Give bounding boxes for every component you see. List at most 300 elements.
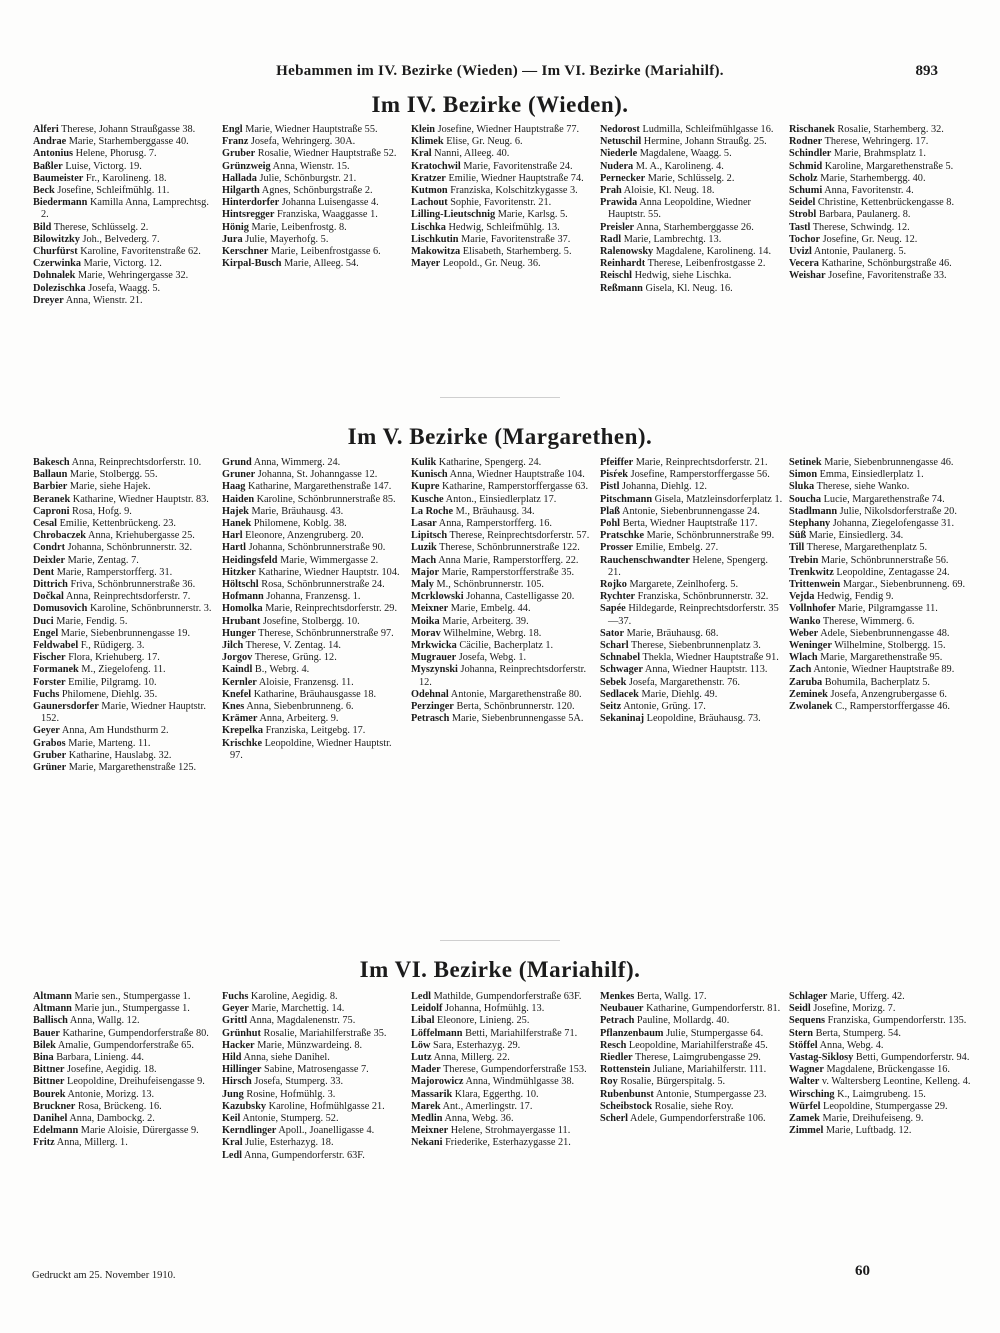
midwife-entry [222, 555, 405, 567]
entry-details: Marie, Reinprechtsdorferstr. 21. [635, 457, 768, 468]
midwife-entry [789, 689, 972, 701]
entry-details: Antonie, Siebenbrunnengasse 24. [622, 505, 760, 517]
entry-surname: Fischer [33, 652, 66, 664]
entry-surname: Ledl [222, 1149, 243, 1161]
midwife-entry [222, 258, 405, 270]
entry-details: Antonie, Margarethenstraße 80. [450, 688, 582, 700]
entry-details: Rosalie, siehe Roy. [654, 1100, 734, 1112]
midwife-entry [222, 1003, 405, 1015]
entry-details: Josefa, Webg. 1. [458, 652, 527, 664]
midwife-entry [222, 1052, 405, 1064]
entry-details: Johanna, Franzensg. 1. [266, 591, 361, 603]
print-date: Gedruckt am 25. November 1910. [32, 1270, 176, 1281]
entry-details: Sara, Esterhazyg. 29. [433, 1039, 521, 1051]
entry-surname: Nekani [411, 1137, 443, 1149]
entry-surname: Homolka [222, 603, 263, 615]
midwife-entry [411, 173, 594, 185]
entry-surname: Luzik [411, 542, 437, 554]
entry-surname: Massarik [411, 1088, 453, 1100]
entry-surname: Gruner [222, 469, 256, 481]
midwife-entry [600, 701, 783, 713]
entry-details: Wilhelmine, Webrg. 18. [443, 627, 542, 639]
entry-surname: Beranek [33, 493, 71, 505]
entry-surname: Zach [789, 664, 812, 676]
entry-surname: Radl [600, 233, 622, 245]
entry-surname: Kutmon [411, 185, 448, 197]
entry-details: Rosalie, Mariahilferstraße 35. [263, 1027, 387, 1039]
entry-details: Adele, Gumpendorferstraße 106. [630, 1113, 766, 1125]
entry-details: Emilie, Kettenbrückeng. 23. [59, 518, 176, 530]
entry-surname: Wlach [789, 652, 818, 664]
midwife-entry [600, 1040, 783, 1052]
entry-surname: Kral [222, 1137, 243, 1149]
entry-surname: Trenkwitz [789, 566, 834, 578]
entry-details: Marie, Wimmergasse 2. [280, 554, 379, 566]
midwife-entry [411, 185, 594, 197]
entry-surname: Kerschner [222, 246, 269, 258]
entry-surname: Bilek [33, 1039, 56, 1051]
entry-surname: Stephany [789, 518, 831, 530]
midwife-entry [600, 148, 783, 160]
entry-details: Antonie, Stumpergasse 23. [655, 1088, 767, 1100]
entry-surname: Pfeiffer [600, 457, 634, 468]
midwife-entry [222, 677, 405, 689]
entry-surname: Würfel [789, 1100, 821, 1112]
entry-surname: Bilowitzky [33, 233, 80, 245]
entry-details: Marie, Margarethenstraße 125. [68, 762, 197, 774]
entry-details: Anna Marie, Ramperstorfferg. 22. [438, 554, 579, 566]
midwife-entry [600, 494, 783, 506]
entry-surname: Kupre [411, 481, 440, 493]
midwife-entry [600, 1052, 783, 1064]
entry-details: Karoline, Margarethenstraße 5. [824, 160, 954, 172]
entry-details: Josefa, Wehringerg. 30A. [250, 136, 356, 148]
entry-details: Therese, Wimmerg. 6. [822, 615, 915, 627]
midwife-entry [411, 579, 594, 591]
entry-surname: Hilgarth [222, 185, 260, 197]
directory-column [786, 457, 975, 774]
midwife-entry [222, 469, 405, 481]
midwife-entry [411, 1052, 594, 1064]
entry-details: Rosa, Schönbrunnerstraße 24. [261, 579, 385, 591]
entry-details: Lucie, Margarethenstraße 74. [823, 493, 945, 505]
directory-column [30, 457, 219, 774]
midwife-entry [600, 713, 783, 725]
entry-details: Karoline, Aegidig. 8. [250, 991, 338, 1002]
entry-details: Marie, Victorg. 12. [83, 258, 162, 270]
running-head: Hebammen im IV. Bezirke (Wieden) — Im VI. Bezirke (Mariahilf). [276, 63, 724, 79]
entry-details: Betti, Gumpendorferstr. 94. [855, 1052, 970, 1064]
entry-details: Josefa, Margarethenstr. 76. [628, 676, 740, 688]
midwife-entry [789, 124, 972, 136]
entry-details: Marie, Münzwardeing. 8. [257, 1039, 363, 1051]
entry-details: Rosalie, Wiedner Hauptstraße 52. [257, 148, 397, 160]
entry-surname: Bittner [33, 1076, 65, 1088]
midwife-entry [222, 197, 405, 209]
directory-column [219, 457, 408, 774]
section-title-margarethen: Im V. Bezirke (Margarethen). [347, 424, 653, 449]
entry-surname: Marek [411, 1100, 441, 1112]
entry-surname: Stöffel [789, 1039, 818, 1051]
entry-surname: Bina [33, 1052, 54, 1064]
entry-details: Karoline, Schönbrunnerstr. 3. [89, 603, 212, 615]
midwife-entry [411, 628, 594, 640]
midwife-entry [789, 1101, 972, 1113]
entry-surname: Makowitza [411, 246, 461, 258]
midwife-entry [33, 1113, 216, 1125]
midwife-entry [411, 567, 594, 579]
entry-details: Anna, Wiedner Hauptstr. 113. [644, 664, 768, 676]
entry-surname: Grüner [33, 762, 67, 774]
directory-column [30, 991, 219, 1162]
entry-details: Marie, Leibenfrostgasse 6. [270, 246, 381, 258]
entry-details: Marie, Wiedner Hauptstr. 152. [41, 701, 206, 725]
entry-surname: Baßler [33, 160, 63, 172]
midwife-entry [33, 1003, 216, 1015]
midwife-entry [222, 1150, 405, 1162]
entry-details: Josefine, Stolbergg. 10. [262, 615, 360, 627]
entry-details: Marie, Pilgramgasse 11. [838, 603, 938, 615]
entry-details: Marie, Wiedner Hauptstraße 55. [245, 124, 378, 135]
entry-details: Friva, Schönbrunnerstraße 36. [70, 579, 196, 591]
midwife-entry [33, 1089, 216, 1101]
entry-surname: Duci [33, 615, 54, 627]
midwife-entry [600, 136, 783, 148]
entry-details: Therese, Siebenbrunnenplatz 3. [631, 640, 761, 652]
midwife-entry [600, 991, 783, 1003]
midwife-entry [600, 1076, 783, 1088]
entry-surname: Dohnalek [33, 270, 76, 282]
entry-surname: Scholz [789, 172, 818, 184]
midwife-entry [411, 1089, 594, 1101]
midwife-entry [33, 136, 216, 148]
midwife-entry [789, 1015, 972, 1027]
entry-surname: Hanek [222, 518, 252, 530]
entry-details: Franziska, Schönbrunnerstr. 32. [637, 591, 769, 603]
entry-details: Antonie, Paulanerg. 5. [813, 246, 907, 258]
midwife-entry [222, 1125, 405, 1137]
midwife-entry [411, 481, 594, 493]
midwife-entry [600, 185, 783, 197]
midwife-entry [789, 209, 972, 221]
entry-surname: Forster [33, 676, 66, 688]
entry-details: Katharine, Gumpendorferstr. 81. [646, 1003, 781, 1015]
entry-details: Marie, Reinprechtsdorferstr. 29. [265, 603, 398, 615]
midwife-entry [600, 591, 783, 603]
entry-surname: Knes [222, 701, 245, 713]
midwife-entry [600, 234, 783, 246]
midwife-entry [411, 555, 594, 567]
entry-details: Philomene, Diehlg. 35. [61, 688, 158, 700]
entry-surname: Höltschl [222, 579, 259, 591]
entry-details: Berta, Wallg. 17. [636, 991, 707, 1002]
entry-surname: Alferi [33, 124, 59, 135]
entry-surname: Prah [600, 185, 622, 197]
entry-details: Marie, Starhembergg. 40. [820, 172, 926, 184]
entry-surname: Mcrklowski [411, 591, 464, 603]
midwife-entry [789, 1052, 972, 1064]
entry-surname: Trittenwein [789, 579, 841, 591]
entry-surname: Prosser [600, 542, 633, 554]
midwife-entry [600, 124, 783, 136]
entry-details: Hedwig, Schleifmühlg. 13. [448, 221, 560, 233]
entry-surname: Krepelka [222, 725, 263, 737]
midwife-entry [222, 713, 405, 725]
entry-details: Aloisie, Kl. Neug. 18. [623, 185, 715, 197]
entry-details: Apoll., Joanelligasse 4. [278, 1125, 375, 1137]
midwife-entry [789, 197, 972, 209]
entry-details: Katharine, Wiedner Hauptstr. 83. [72, 493, 209, 505]
midwife-entry [411, 209, 594, 221]
midwife-entry [789, 481, 972, 493]
midwife-entry [222, 494, 405, 506]
entry-details: Rosalie, Starhemberg. 32. [837, 124, 944, 135]
midwife-entry [600, 640, 783, 652]
midwife-entry [600, 1003, 783, 1015]
midwife-entry [411, 457, 594, 469]
entry-surname: Klimek [411, 136, 444, 148]
midwife-entry [411, 124, 594, 136]
entry-surname: Jura [222, 233, 243, 245]
entry-surname: Altmann [33, 991, 72, 1002]
entry-surname: Mrkwicka [411, 640, 457, 652]
midwife-entry [789, 542, 972, 554]
midwife-entry [411, 591, 594, 603]
midwife-entry [33, 234, 216, 246]
midwife-entry [33, 1137, 216, 1149]
entry-details: Marie, Starhemberggasse 40. [68, 136, 189, 148]
midwife-entry [222, 481, 405, 493]
midwife-entry [411, 1137, 594, 1149]
entry-surname: Hirsch [222, 1076, 252, 1088]
midwife-entry [600, 518, 783, 530]
entry-details: Therese, Reinprechtsdorferstr. 57. [449, 530, 590, 542]
section-wieden-columns [30, 124, 975, 307]
entry-details: Josefa, Anzengrubergasse 6. [830, 688, 947, 700]
entry-surname: Wirsching [789, 1088, 835, 1100]
midwife-entry [789, 1003, 972, 1015]
midwife-entry [411, 1125, 594, 1137]
midwife-entry [411, 991, 594, 1003]
midwife-entry [411, 161, 594, 173]
midwife-entry [33, 991, 216, 1003]
midwife-entry [411, 494, 594, 506]
entry-surname: Sapée [600, 603, 626, 615]
midwife-entry [789, 1064, 972, 1076]
entry-details: Antonie, Wiedner Hauptstraße 89. [813, 664, 955, 676]
midwife-entry [411, 652, 594, 664]
entry-surname: Engl [222, 124, 243, 135]
entry-surname: Uvizl [789, 246, 812, 258]
entry-surname: Kusche [411, 493, 444, 505]
midwife-entry [600, 555, 783, 579]
entry-details: Therese, Margarethenplatz 5. [806, 542, 928, 554]
entry-details: C., Ramperstorffergasse 46. [835, 701, 950, 713]
entry-details: Kamilla Anna, Lamprechtsg. 2. [41, 197, 209, 221]
entry-details: Josefine, Ramperstorffergasse 56. [630, 469, 770, 481]
entry-details: Therese, Schwindg. 12. [812, 221, 910, 233]
midwife-entry [789, 677, 972, 689]
midwife-entry [789, 494, 972, 506]
midwife-entry [600, 603, 783, 627]
entry-details: Rosalie, Bürgerspitalg. 5. [620, 1076, 726, 1088]
entry-surname: Franz [222, 136, 249, 148]
entry-surname: Haiden [222, 493, 255, 505]
entry-surname: Gruber [33, 749, 67, 761]
entry-surname: Dittrich [33, 579, 68, 591]
entry-surname: Niederle [600, 148, 638, 160]
midwife-entry [33, 270, 216, 282]
entry-surname: Biedermann [33, 197, 88, 209]
midwife-entry [600, 481, 783, 493]
entry-details: Johanna Luisengasse 4. [281, 197, 379, 209]
entry-surname: Nedorost [600, 124, 640, 135]
entry-surname: Rauchenschwandter [600, 554, 690, 566]
entry-details: M., Schönbrunnerstr. 105. [436, 579, 545, 591]
entry-surname: Kazubsky [222, 1100, 267, 1112]
entry-surname: Mayer [411, 258, 441, 270]
entry-surname: Domusovich [33, 603, 88, 615]
midwife-entry [411, 640, 594, 652]
entry-surname: Sequens [789, 1015, 826, 1027]
entry-details: Leopoldine, Dreihufeisengasse 9. [67, 1076, 205, 1088]
midwife-entry [33, 185, 216, 197]
entry-details: Marie, Marchettig. 14. [251, 1003, 345, 1015]
entry-surname: Engel [33, 627, 59, 639]
midwife-entry [222, 1137, 405, 1149]
section-title-mariahilf: Im VI. Bezirke (Mariahilf). [359, 957, 641, 982]
entry-surname: Lachout [411, 197, 448, 209]
entry-details: Therese, Schönbrunnerstraße 122. [439, 542, 580, 554]
midwife-entry [33, 124, 216, 136]
entry-details: Marie, Schönbrunnerstraße 99. [646, 530, 775, 542]
entry-surname: Strobl [789, 209, 817, 221]
midwife-entry [222, 1028, 405, 1040]
midwife-entry [600, 677, 783, 689]
entry-surname: Hartl [222, 542, 247, 554]
entry-surname: Riedler [600, 1052, 633, 1064]
entry-details: Antonie, Stumperg. 52. [242, 1113, 339, 1125]
entry-details: Marie, Siebenbrunnengasse 5A. [451, 713, 584, 725]
entry-surname: Churfürst [33, 246, 78, 258]
entry-surname: Kulik [411, 457, 437, 468]
entry-surname: Condrt [33, 542, 66, 554]
entry-surname: Stadlmann [789, 505, 838, 517]
midwife-entry [789, 469, 972, 481]
entry-details: Leopoldine, Stumpergasse 29. [823, 1100, 948, 1112]
midwife-entry [789, 1125, 972, 1137]
midwife-entry [411, 148, 594, 160]
entry-details: Anna, Webg. 36. [444, 1113, 514, 1125]
entry-surname: Meixner [411, 603, 449, 615]
entry-surname: Hillinger [222, 1064, 262, 1076]
midwife-entry [600, 1015, 783, 1027]
entry-details: Johanna, Schönbrunnerstr. 32. [67, 542, 193, 554]
entry-details: Therese, Schlüsselg. 2. [53, 221, 149, 233]
midwife-entry [33, 677, 216, 689]
midwife-entry [411, 136, 594, 148]
entry-details: Anna, Wienstr. 21. [65, 294, 143, 306]
entry-details: Franziska, Leitgebg. 17. [265, 725, 366, 737]
midwife-entry [600, 1028, 783, 1040]
midwife-entry [411, 234, 594, 246]
entry-surname: Mach [411, 554, 437, 566]
midwife-entry [789, 555, 972, 567]
midwife-entry [411, 246, 594, 258]
entry-details: Christine, Kettenbrückengasse 8. [817, 197, 955, 209]
midwife-entry [33, 148, 216, 160]
entry-surname: Kunisch [411, 469, 448, 481]
midwife-entry [222, 701, 405, 713]
midwife-entry [411, 1028, 594, 1040]
section-title-wieden: Im IV. Bezirke (Wieden). [371, 92, 629, 117]
entry-details: Magdalene, Brückengasse 16. [826, 1064, 951, 1076]
midwife-entry [222, 542, 405, 554]
entry-details: Anna, Wienstr. 15. [272, 160, 350, 172]
entry-surname: Krischke [222, 737, 263, 749]
entry-surname: Bourek [33, 1088, 66, 1100]
entry-surname: Ralenowsky [600, 246, 654, 258]
midwife-entry [789, 234, 972, 246]
entry-surname: Vecera [789, 258, 819, 270]
midwife-entry [222, 506, 405, 518]
directory-column [786, 991, 975, 1162]
entry-details: Marie, Bräuhausg. 68. [626, 627, 719, 639]
entry-surname: Rodner [789, 136, 823, 148]
entry-details: Katharine, Schönburgstraße 46. [821, 258, 952, 270]
entry-surname: Heidingsfeld [222, 554, 278, 566]
midwife-entry [33, 664, 216, 676]
entry-surname: Vollnhofer [789, 603, 836, 615]
midwife-entry [600, 1101, 783, 1113]
entry-surname: Wagner [789, 1064, 824, 1076]
midwife-entry [33, 481, 216, 493]
midwife-entry [789, 1089, 972, 1101]
entry-surname: Danihel [33, 1113, 68, 1125]
entry-details: Anna, Millerg. 22. [433, 1052, 510, 1064]
entry-details: Marie, siehe Hajek. [69, 481, 151, 493]
midwife-entry [222, 1076, 405, 1088]
entry-details: Cäcilie, Bacherplatz 1. [459, 640, 554, 652]
entry-details: Hedwig, siehe Lischka. [634, 270, 732, 282]
entry-surname: Caproni [33, 505, 70, 517]
entry-details: Hildegarde, Reinprechtsdorferstr. 35—37. [608, 603, 779, 627]
entry-surname: Harl [222, 530, 243, 542]
entry-surname: Prawida [600, 197, 638, 209]
midwife-entry [600, 173, 783, 185]
entry-details: Anna, Wimmerg. 24. [253, 457, 341, 468]
entry-details: Pauline, Mollardg. 40. [636, 1015, 730, 1027]
entry-surname: Netuschil [600, 136, 642, 148]
entry-surname: Reßmann [600, 282, 643, 294]
midwife-entry [33, 640, 216, 652]
entry-surname: Schumi [789, 185, 823, 197]
midwife-entry [600, 197, 783, 221]
entry-details: Margarete, Zeinlhoferg. 5. [629, 579, 739, 591]
entry-details: Therese, Grüng. 12. [254, 652, 337, 664]
section-divider [440, 940, 560, 941]
entry-surname: Tastl [789, 221, 811, 233]
entry-surname: Scherl [600, 1113, 629, 1125]
entry-surname: Walter [789, 1076, 820, 1088]
entry-surname: Czerwinka [33, 258, 82, 270]
midwife-entry [789, 258, 972, 270]
entry-details: Julie, Esterhazyg. 18. [245, 1137, 334, 1149]
entry-details: Katharine, Bräuhausgasse 18. [253, 688, 377, 700]
entry-surname: Zimmel [789, 1125, 824, 1137]
entry-surname: Menkes [600, 991, 635, 1002]
midwife-entry [789, 652, 972, 664]
